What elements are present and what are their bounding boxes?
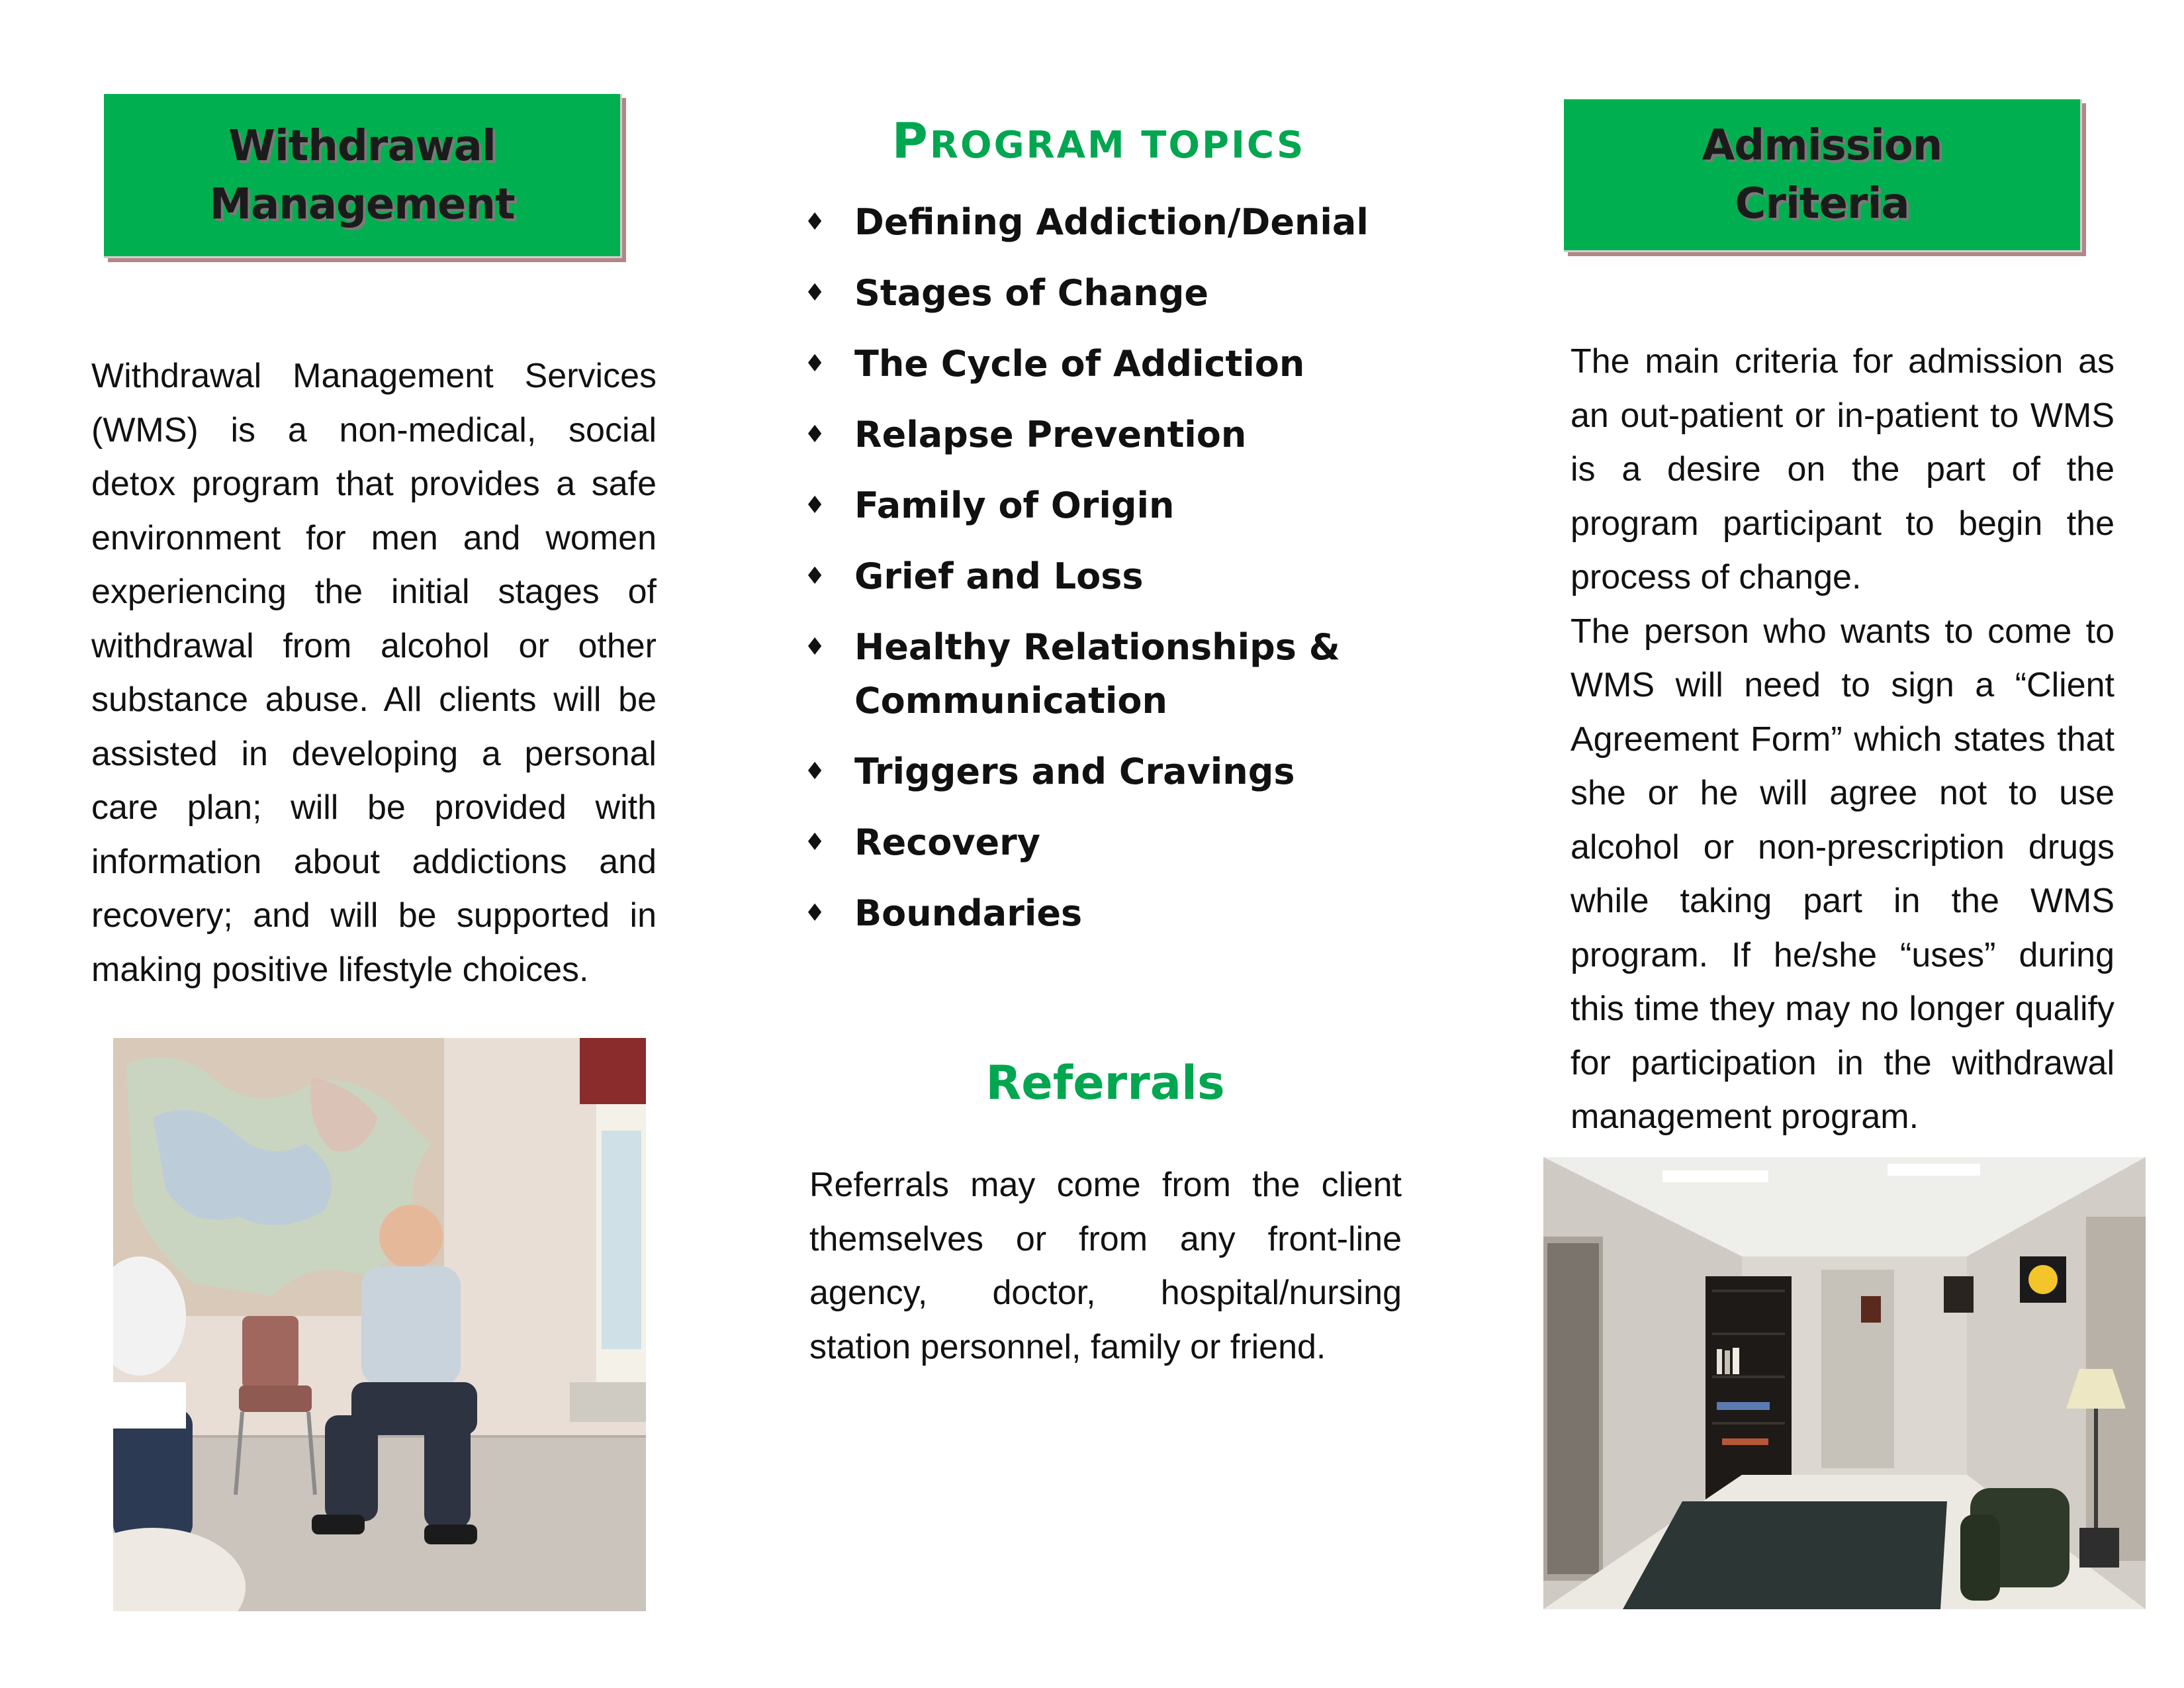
hallway-illustration xyxy=(1543,1157,2146,1609)
topic-label: Family of Origin xyxy=(854,485,1175,526)
topic-item xyxy=(804,408,1400,461)
referrals-text: Referrals may come from the client themselves or from any front-line agency, doctor, hospital/nursing station personnel, family or friend. xyxy=(809,1166,1402,1366)
program-topics-rest: ROGRAM TOPICS xyxy=(929,124,1306,167)
withdrawal-management-banner xyxy=(104,94,622,258)
topic-label: Relapse Prevention xyxy=(854,414,1247,455)
banner-title-line1: Admission xyxy=(1702,121,1942,170)
topic-item xyxy=(804,337,1400,391)
wms-description-text: Withdrawal Management Services (WMS) is a non-medical, social detox program that provides a safe environment for men and women experiencing the initial stages of withdrawal from alcohol or other substance abuse. All clients will be assisted in developing a personal care plan; will be provided with information about addictions and recovery; and will be supported in making positive lifestyle choices. xyxy=(91,357,657,989)
topic-label: Defining Addiction/Denial xyxy=(854,201,1369,243)
admission-criteria-description xyxy=(1570,335,2115,1145)
wms-description xyxy=(91,350,657,997)
referrals-heading: Referrals xyxy=(985,1056,1225,1110)
banner-title-line2: Management xyxy=(209,179,515,229)
topic-label: Grief and Loss xyxy=(854,555,1144,597)
topic-item xyxy=(804,886,1400,940)
admission-paragraph-1: The main criteria for admission as an out-patient or in-patient to WMS is a desire on the part of the program participant to begin the process of change. xyxy=(1570,342,2115,596)
program-topics-heading xyxy=(781,113,1416,169)
diamond-bullet-icon: ♦ xyxy=(804,633,826,661)
diamond-bullet-icon: ♦ xyxy=(804,492,826,519)
diamond-bullet-icon: ♦ xyxy=(804,279,826,306)
admission-criteria-banner xyxy=(1564,99,2082,252)
hallway-lounge-photo xyxy=(1543,1157,2146,1609)
program-topics-list xyxy=(804,195,1400,957)
banner-title-line2: Criteria xyxy=(1735,179,1909,228)
topic-item xyxy=(804,549,1400,603)
topic-item xyxy=(804,745,1400,798)
group-session-illustration xyxy=(113,1038,646,1611)
topic-label: Triggers and Cravings xyxy=(854,751,1295,792)
diamond-bullet-icon: ♦ xyxy=(804,900,826,927)
referrals-description xyxy=(809,1158,1402,1374)
topic-label: Stages of Change xyxy=(854,272,1208,314)
topic-item xyxy=(804,816,1400,869)
topic-item xyxy=(804,479,1400,532)
diamond-bullet-icon: ♦ xyxy=(804,563,826,590)
topic-item xyxy=(804,620,1400,727)
diamond-bullet-icon: ♦ xyxy=(804,421,826,448)
topic-label: Boundaries xyxy=(854,892,1083,934)
topic-item xyxy=(804,195,1400,249)
topic-label: Recovery xyxy=(854,821,1040,863)
program-topics-initial: P xyxy=(891,113,930,169)
topic-label: Healthy Relationships & Communication xyxy=(854,626,1340,722)
admission-paragraph-2: The person who wants to come to WMS will need to sign a “Client Agreement Form” which states that she or he will agree not to use alcohol or non-prescription drugs while taking part in the WMS program. If he/she “uses” during this time they may no longer qualify for participation in the withdrawal management program. xyxy=(1570,612,2115,1136)
banner-title-line1: Withdrawal xyxy=(228,121,496,171)
group-session-photo xyxy=(113,1038,646,1611)
topic-item xyxy=(804,266,1400,320)
diamond-bullet-icon: ♦ xyxy=(804,829,826,856)
topic-label: The Cycle of Addiction xyxy=(854,343,1305,385)
diamond-bullet-icon: ♦ xyxy=(804,209,826,236)
diamond-bullet-icon: ♦ xyxy=(804,350,826,377)
diamond-bullet-icon: ♦ xyxy=(804,758,826,785)
